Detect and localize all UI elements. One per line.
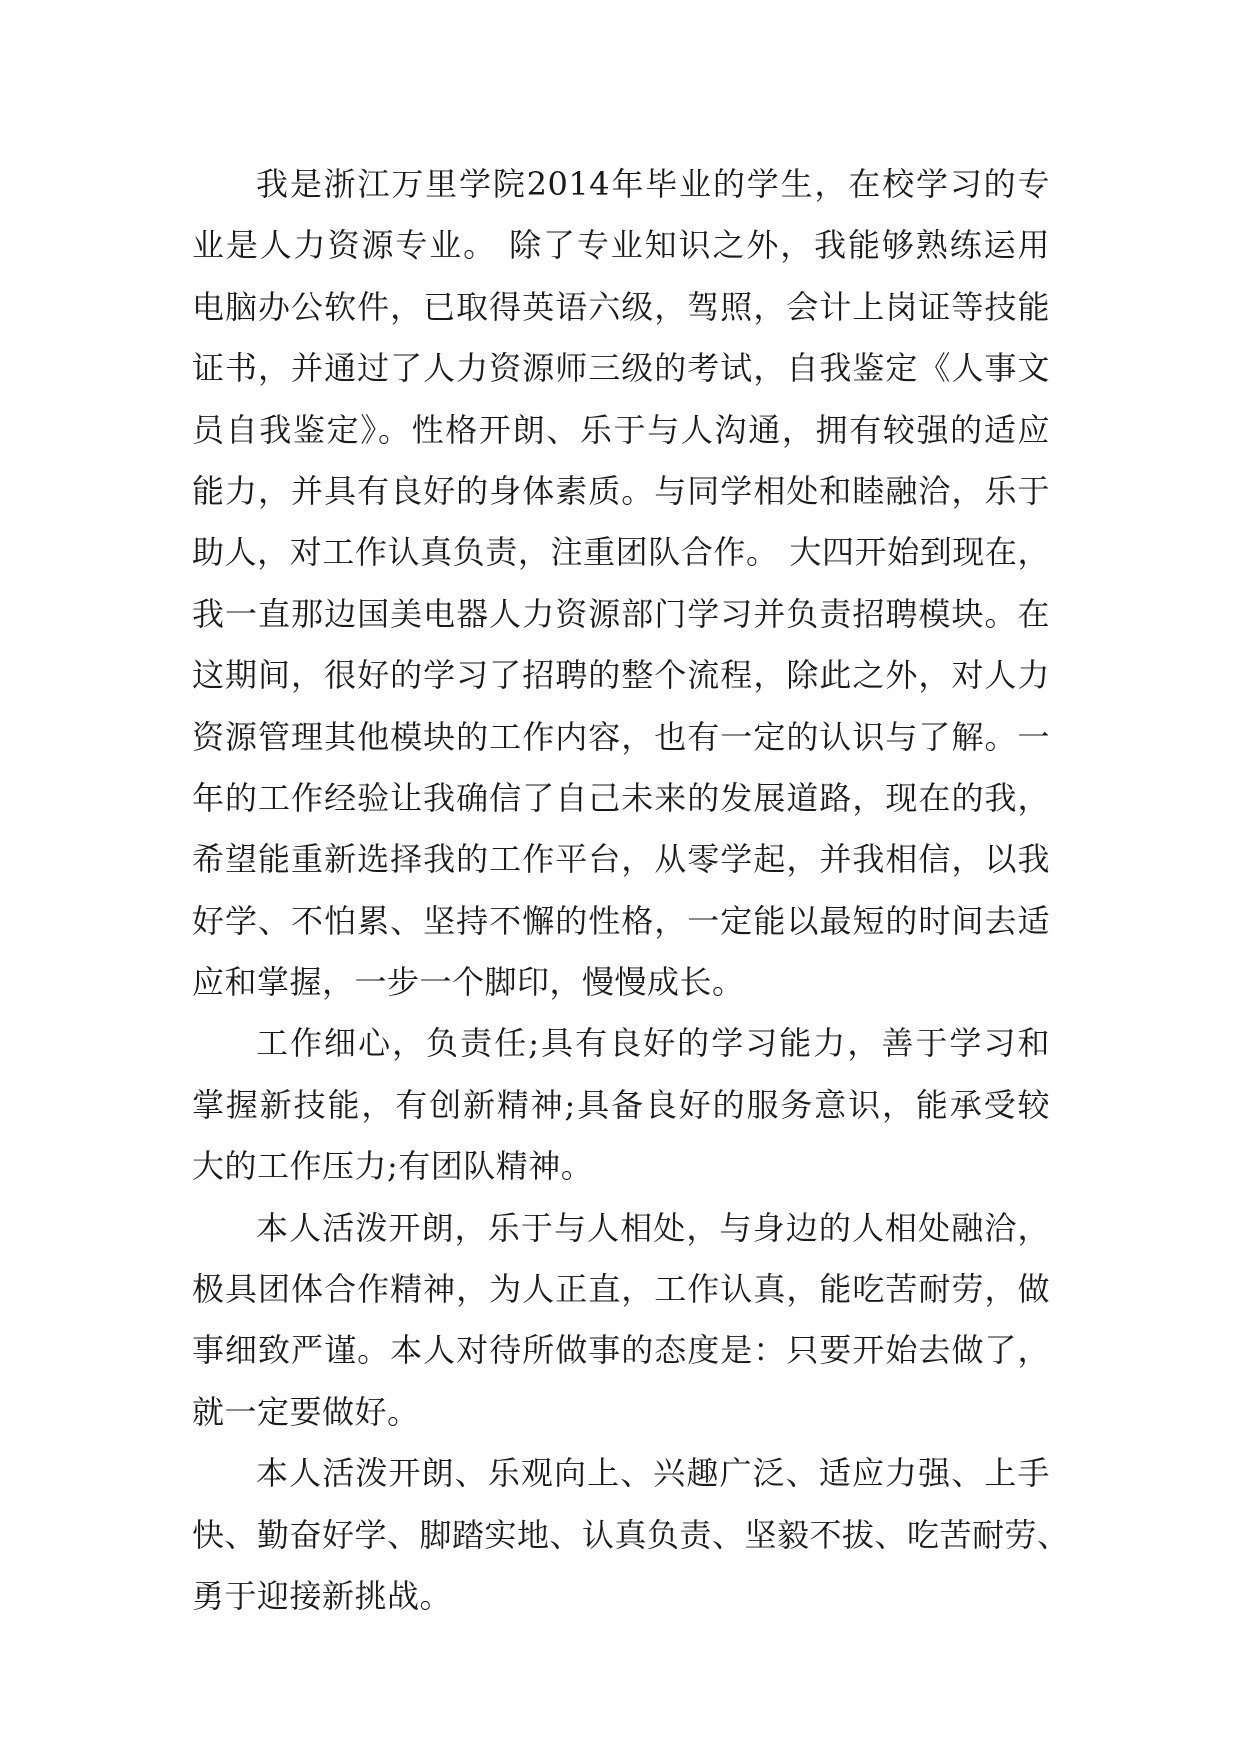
text-line: 本人活泼开朗、乐观向上、兴趣广泛、适应力强、上手 [256, 1454, 1050, 1493]
text-line: 资源管理其他模块的工作内容，也有一定的认识与了解。一 [192, 717, 1050, 756]
text-line: 勇于迎接新挑战。 [192, 1576, 453, 1615]
paragraph-2 [192, 1013, 1050, 1197]
text-line: 业是人力资源专业。 除了专业知识之外，我能够熟练运用 [192, 226, 1050, 265]
text-line: 应和掌握，一步一个脚印，慢慢成长。 [192, 963, 745, 1002]
document-body [192, 154, 1070, 1627]
text-line: 年的工作经验让我确信了自己未来的发展道路，现在的我， [192, 778, 1050, 817]
text-line: 这期间，很好的学习了招聘的整个流程，除此之外，对人力 [192, 656, 1050, 695]
text-line: 就一定要做好。 [192, 1392, 420, 1431]
text-line: 掌握新技能，有创新精神;具备良好的服务意识，能承受较 [192, 1085, 1050, 1124]
text-line: 我一直那边国美电器人力资源部门学习并负责招聘模块。在 [192, 594, 1050, 633]
text-line: 电脑办公软件，已取得英语六级，驾照，会计上岗证等技能 [192, 287, 1050, 326]
text-line: 证书，并通过了人力资源师三级的考试，自我鉴定《人事文 [192, 349, 1050, 388]
paragraph-1 [192, 154, 1050, 1013]
text-line: 能力，并具有良好的身体素质。与同学相处和睦融洽，乐于 [192, 471, 1050, 510]
text-line: 事细致严谨。本人对待所做事的态度是：只要开始去做了， [192, 1331, 1050, 1370]
text-line: 好学、不怕累、坚持不懈的性格，一定能以最短的时间去适 [192, 901, 1050, 940]
text-line: 本人活泼开朗，乐于与人相处，与身边的人相处融洽， [256, 1208, 1050, 1247]
text-line: 极具团体合作精神，为人正直，工作认真，能吃苦耐劳，做 [192, 1270, 1050, 1309]
paragraph-3 [192, 1198, 1050, 1444]
text-line: 我是浙江万里学院2014年毕业的学生，在校学习的专 [256, 165, 1050, 203]
text-line: 大的工作压力;有团队精神。 [192, 1147, 594, 1186]
text-line: 助人，对工作认真负责，注重团队合作。 大四开始到现在， [192, 533, 1050, 572]
text-line: 希望能重新选择我的工作平台，从零学起，并我相信，以我 [192, 840, 1050, 879]
text-line: 员自我鉴定》。性格开朗、乐于与人沟通，拥有较强的适应 [192, 410, 1050, 449]
paragraph-4 [192, 1443, 1070, 1627]
text-line: 快、勤奋好学、脚踏实地、认真负责、坚毅不拔、吃苦耐劳、 [192, 1515, 1070, 1554]
text-line: 工作细心，负责任;具有良好的学习能力，善于学习和 [256, 1024, 1050, 1063]
